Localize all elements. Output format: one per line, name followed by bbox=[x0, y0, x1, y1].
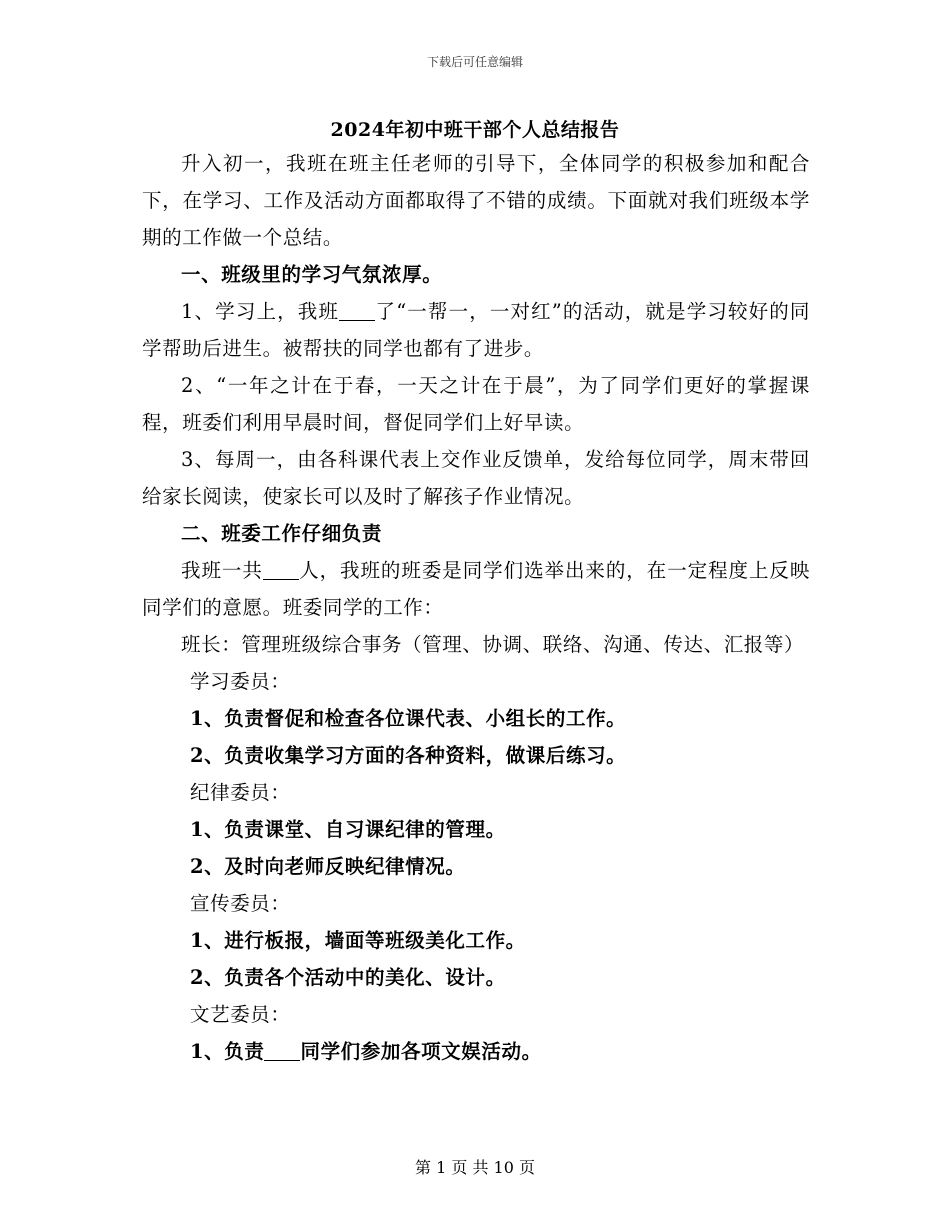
study-duty-2: 2、负责收集学习方面的各种资料，做课后练习。 bbox=[190, 744, 627, 767]
section1-heading: 一、班级里的学习气氛浓厚。 bbox=[181, 263, 443, 286]
study-duty-1: 1、负责督促和检查各位课代表、小组长的工作。 bbox=[190, 707, 627, 730]
document-body bbox=[142, 145, 810, 1070]
section1-item1-post: 了“一帮一，一对红”的活动，就是学习较好的同学帮助后进生。被帮扶的同学也都有了进步。 bbox=[142, 300, 810, 360]
publicity-duty-2: 2、负责各个活动中的美化、设计。 bbox=[190, 966, 506, 989]
section1-item1 bbox=[142, 293, 810, 367]
fill-blank bbox=[263, 560, 299, 581]
arts-committee-label: 文艺委员： bbox=[190, 1003, 291, 1026]
section2-para-post: 人，我班的班委是同学们选举出来的，在一定程度上反映同学们的意愿。班委同学的工作： bbox=[142, 559, 810, 619]
arts-duty-1 bbox=[142, 1033, 810, 1070]
page-footer: 第 1 页 共 10 页 bbox=[415, 1158, 535, 1177]
fill-blank bbox=[339, 301, 375, 322]
section1-item1-pre: 1、学习上，我班 bbox=[181, 300, 340, 323]
monitor-duty: 班长：管理班级综合事务（管理、协调、联络、沟通、传达、汇报等） bbox=[181, 633, 805, 656]
publicity-duty-1: 1、进行板报，墙面等班级美化工作。 bbox=[190, 929, 526, 952]
arts-duty-1-pre: 1、负责 bbox=[190, 1040, 265, 1063]
intro-paragraph: 升入初一，我班在班主任老师的引导下，全体同学的积极参加和配合下，在学习、工作及活动方面都取得了不错的成绩。下面就对我们班级本学期的工作做一个总结。 bbox=[142, 152, 810, 249]
discipline-committee-label: 纪律委员： bbox=[190, 781, 291, 804]
section2-para-pre: 我班一共 bbox=[181, 559, 263, 582]
publicity-committee-label: 宣传委员： bbox=[190, 892, 291, 915]
discipline-duty-1: 1、负责课堂、自习课纪律的管理。 bbox=[190, 818, 506, 841]
study-committee-label: 学习委员： bbox=[190, 670, 291, 693]
section2-paragraph bbox=[142, 552, 810, 626]
section1-item2: 2、“一年之计在于春，一天之计在于晨”，为了同学们更好的掌握课程，班委们利用早晨时间，督促同学们上好早读。 bbox=[142, 374, 810, 434]
fill-blank bbox=[264, 1041, 300, 1062]
document-title: 2024年初中班干部个人总结报告 bbox=[330, 119, 620, 141]
header-note: 下载后可任意编辑 bbox=[426, 55, 523, 69]
section1-item3: 3、每周一，由各科课代表上交作业反馈单，发给每位同学，周末带回给家长阅读，使家长可以及时了解孩子作业情况。 bbox=[142, 448, 810, 508]
arts-duty-1-post: 同学们参加各项文娱活动。 bbox=[300, 1040, 542, 1063]
section2-heading: 二、班委工作仔细负责 bbox=[181, 522, 383, 545]
discipline-duty-2: 2、及时向老师反映纪律情况。 bbox=[190, 855, 466, 878]
